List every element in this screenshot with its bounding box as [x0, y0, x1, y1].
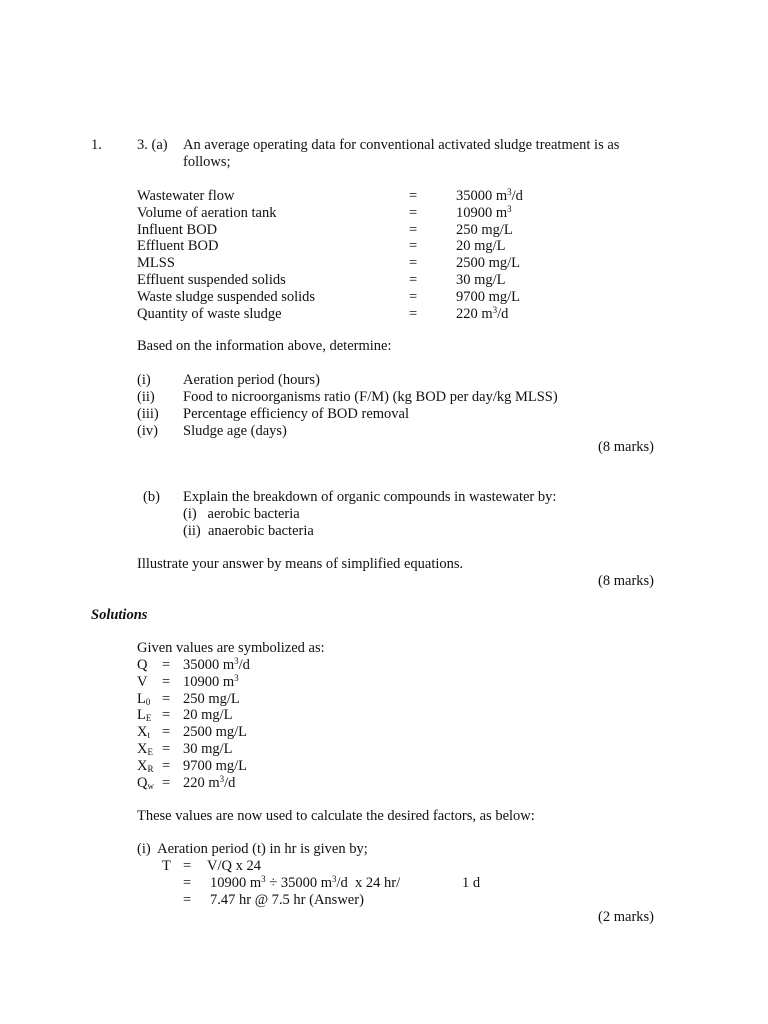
symbol: [137, 691, 150, 708]
symbol: [137, 657, 147, 674]
param-value-main: 250 mg/L: [456, 221, 513, 238]
calc-hours: /d x 24 hr/: [336, 875, 401, 891]
param-value: [456, 205, 512, 222]
param-label: Influent BOD: [137, 221, 218, 238]
param-equals: =: [409, 255, 418, 272]
param-value: [456, 272, 506, 289]
param-value: [456, 188, 523, 205]
symbol-value: [183, 691, 240, 708]
symbol-equals: =: [162, 741, 171, 757]
symbol-equals: =: [162, 657, 171, 673]
calc-substitution: [210, 875, 400, 892]
marks-b: (8 marks): [598, 573, 654, 589]
symbol-letter: L: [137, 707, 146, 724]
symbol-letter: L: [137, 690, 146, 707]
param-value-sup: 3: [492, 304, 498, 315]
symbol-value: [183, 707, 233, 724]
symbol-value-main: 10900 m: [183, 673, 235, 690]
param-value-main: 10900 m: [456, 204, 508, 221]
calc-volume: 10900 m: [210, 875, 262, 891]
task-number: (iii): [137, 406, 159, 422]
determine-text: Based on the information above, determine:: [137, 338, 392, 354]
symbol-letter: X: [137, 741, 148, 757]
symbol-value-sup: 3: [234, 672, 239, 683]
marks-i: (2 marks): [598, 909, 654, 925]
param-value-main: 35000 m: [456, 188, 508, 204]
param-equals: =: [409, 188, 418, 204]
symbol-value-main: 250 mg/L: [183, 690, 240, 707]
symbol-equals: =: [162, 724, 171, 741]
calc-day: 1 d: [462, 875, 481, 891]
param-label: MLSS: [137, 255, 175, 272]
calc-lhs: T: [162, 858, 171, 874]
calc-sup-1: 3: [261, 874, 266, 884]
param-value: [456, 255, 520, 272]
symbol-subscript: E: [147, 747, 153, 757]
param-equals: =: [409, 204, 418, 221]
symbol-value: [183, 758, 247, 775]
symbol-subscript: 0: [145, 696, 151, 707]
symbol-value: [183, 657, 250, 674]
illustrate-text: Illustrate your answer by means of simplified equations.: [137, 556, 464, 572]
symbol-value-sup: 3: [219, 773, 225, 784]
symbol-value-unit: /d: [224, 774, 236, 791]
param-value: [456, 289, 520, 306]
param-value: [456, 222, 513, 239]
symbol-equals: =: [162, 774, 171, 791]
task-text: Food to nicroorganisms ratio (F/M) (kg BOD per day/kg MLSS): [183, 389, 558, 405]
intro-line-2: follows;: [183, 154, 231, 170]
symbol: [137, 674, 147, 691]
param-value-main: 30 mg/L: [456, 272, 506, 288]
symbol-value: [183, 775, 235, 792]
param-value-unit: /d: [497, 305, 509, 322]
symbol: [137, 775, 154, 792]
solutions-heading: Solutions: [91, 607, 148, 623]
symbol-subscript: w: [147, 780, 154, 791]
param-equals: =: [409, 272, 418, 288]
intro-line-1: An average operating data for conventional activated sludge treatment is as: [183, 137, 620, 153]
calc-eq-1: =: [183, 858, 192, 874]
symbol: [137, 707, 151, 724]
param-value-main: 2500 mg/L: [456, 255, 521, 272]
part-b-label: (b): [143, 489, 160, 505]
used-text: These values are now used to calculate the desired factors, as below:: [137, 808, 535, 824]
symbol-value: [183, 741, 233, 758]
calc-formula: V/Q x 24: [207, 858, 261, 874]
symbol-equals: =: [162, 757, 171, 774]
given-intro: Given values are symbolized as:: [137, 640, 325, 656]
param-value-sup: 3: [507, 203, 512, 214]
symbol-letter: Q: [137, 774, 148, 791]
task-number: (iv): [137, 423, 158, 439]
question-number: 1.: [91, 137, 102, 153]
calc-sup-2: 3: [332, 874, 337, 884]
param-label: Wastewater flow: [137, 188, 235, 204]
symbol-value-main: 9700 mg/L: [183, 757, 248, 774]
symbol-equals: =: [162, 673, 171, 690]
part-b-text: Explain the breakdown of organic compounds in wastewater by:: [183, 489, 557, 505]
param-value-unit: /d: [511, 188, 523, 204]
symbol-subscript: R: [147, 763, 154, 774]
symbol: [137, 724, 150, 741]
part-a-label: 3. (a): [137, 137, 168, 153]
param-value-main: 9700 mg/L: [456, 288, 521, 305]
symbol-letter: V: [137, 673, 148, 690]
param-value: [456, 306, 508, 323]
param-equals: =: [409, 238, 418, 255]
calc-eq-2: =: [183, 875, 192, 891]
param-value-main: 220 m: [456, 305, 493, 322]
symbol-value: [183, 674, 239, 691]
param-value-main: 20 mg/L: [456, 238, 506, 255]
task-text: Percentage efficiency of BOD removal: [183, 406, 409, 422]
symbol-subscript: E: [145, 713, 152, 724]
param-label: Effluent suspended solids: [137, 272, 286, 288]
param-label: Volume of aeration tank: [137, 204, 277, 221]
aeration-heading: (i) Aeration period (t) in hr is given by;: [137, 841, 368, 857]
symbol-value-main: 2500 mg/L: [183, 724, 248, 741]
part-b-item-anaerobic: (ii) anaerobic bacteria: [183, 523, 314, 539]
symbol-equals: =: [162, 707, 171, 724]
param-label: Quantity of waste sludge: [137, 305, 282, 322]
symbol-value-main: 35000 m: [183, 657, 235, 673]
task-number: (ii): [137, 389, 155, 405]
symbol-value-unit: /d: [238, 657, 250, 673]
symbol-value: [183, 724, 247, 741]
marks-a: (8 marks): [598, 439, 654, 455]
param-equals: =: [409, 305, 418, 322]
task-text: Aeration period (hours): [183, 372, 320, 388]
calc-eq-3: =: [183, 892, 192, 908]
symbol-value-main: 220 m: [183, 774, 220, 791]
part-b-item-aerobic: (i) aerobic bacteria: [183, 506, 300, 522]
param-value-sup: 3: [507, 187, 512, 197]
param-label: Waste sludge suspended solids: [137, 288, 316, 305]
param-equals: =: [409, 221, 418, 238]
symbol-value-sup: 3: [234, 656, 239, 666]
symbol: [137, 741, 153, 758]
task-number: (i): [137, 372, 151, 388]
calc-answer: 7.47 hr @ 7.5 hr (Answer): [210, 892, 364, 908]
symbol-letter: X: [137, 757, 148, 774]
symbol-value-main: 30 mg/L: [183, 741, 233, 757]
symbol-subscript: t: [147, 730, 150, 741]
task-text: Sludge age (days): [183, 423, 287, 439]
symbol: [137, 758, 154, 775]
param-value: [456, 238, 506, 255]
param-label: Effluent BOD: [137, 238, 219, 255]
param-equals: =: [409, 288, 418, 305]
calc-flow: ÷ 35000 m: [265, 875, 333, 891]
symbol-equals: =: [162, 690, 171, 707]
symbol-value-main: 20 mg/L: [183, 707, 233, 724]
symbol-letter: X: [137, 724, 148, 741]
symbol-letter: Q: [137, 657, 148, 673]
